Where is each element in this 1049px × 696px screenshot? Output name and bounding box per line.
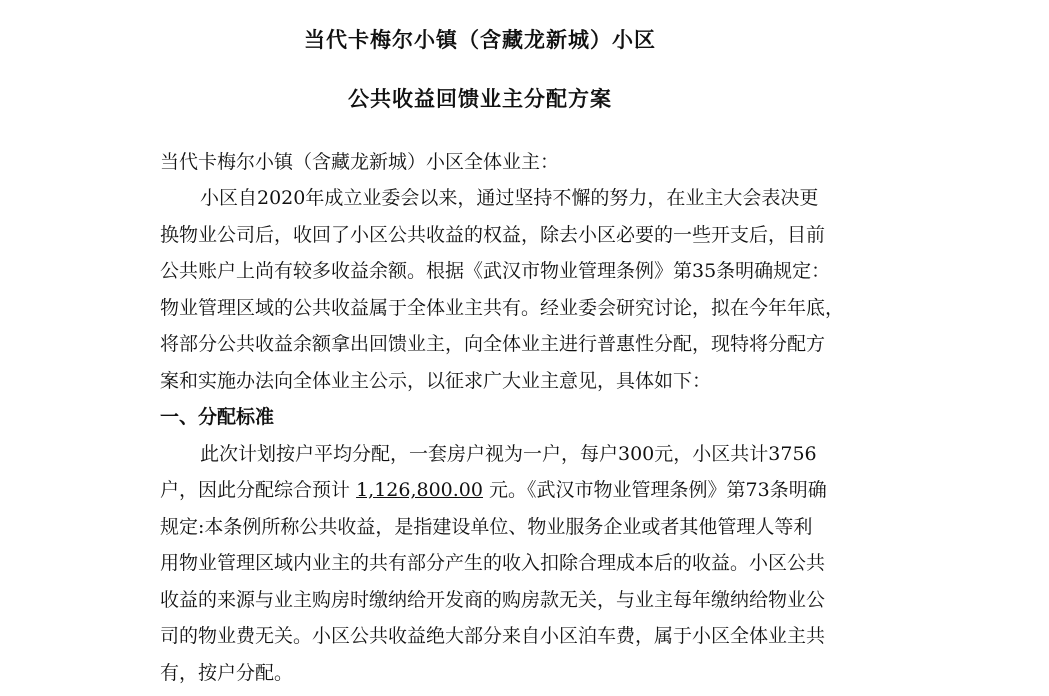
paragraph-line: 案和实施办法向全体业主公示，以征求广大业主意见，具体如下： xyxy=(160,370,712,392)
section-heading: 一、分配标准 xyxy=(160,406,275,428)
paragraph-line: 将部分公共收益余额拿出回馈业主，向全体业主进行普惠性分配，现特将分配方 xyxy=(160,333,826,355)
salutation: 当代卡梅尔小镇（含藏龙新城）小区全体业主： xyxy=(160,151,560,173)
paragraph-line: 公共账户上尚有较多收益余额。根据《武汉市物业管理条例》第35条明确规定： xyxy=(160,260,831,282)
total-amount: 1,126,800.00 xyxy=(356,479,483,501)
paragraph-line: 规定:本条例所称公共收益，是指建设单位、物业服务企业或者其他管理人等利 xyxy=(160,516,813,538)
paragraph-line xyxy=(160,478,827,502)
document-title: 当代卡梅尔小镇（含藏龙新城）小区 xyxy=(304,27,656,52)
paragraph-line: 物业管理区域的公共收益属于全体业主共有。经业委会研究讨论，拟在今年年底， xyxy=(160,297,845,319)
text: 元。《武汉市物业管理条例》第73条明确 xyxy=(489,479,827,501)
paragraph-line: 用物业管理区域内业主的共有部分产生的收入扣除合理成本后的收益。小区公共 xyxy=(160,552,826,574)
document-subtitle: 公共收益回馈业主分配方案 xyxy=(348,86,612,111)
paragraph-line: 收益的来源与业主购房时缴纳给开发商的购房款无关，与业主每年缴纳给物业公 xyxy=(160,589,826,611)
paragraph-line: 有，按户分配。 xyxy=(160,662,294,684)
text: 户，因此分配综合预计 xyxy=(160,479,351,501)
paragraph-line: 小区自2020年成立业委会以来，通过坚持不懈的努力，在业主大会表决更 xyxy=(200,187,819,209)
paragraph-line: 此次计划按户平均分配，一套房户视为一户，每户300元，小区共计3756 xyxy=(200,443,817,465)
paragraph-line: 司的物业费无关。小区公共收益绝大部分来自小区泊车费，属于小区全体业主共 xyxy=(160,625,826,647)
paragraph-line: 换物业公司后，收回了小区公共收益的权益，除去小区必要的一些开支后，目前 xyxy=(160,224,826,246)
